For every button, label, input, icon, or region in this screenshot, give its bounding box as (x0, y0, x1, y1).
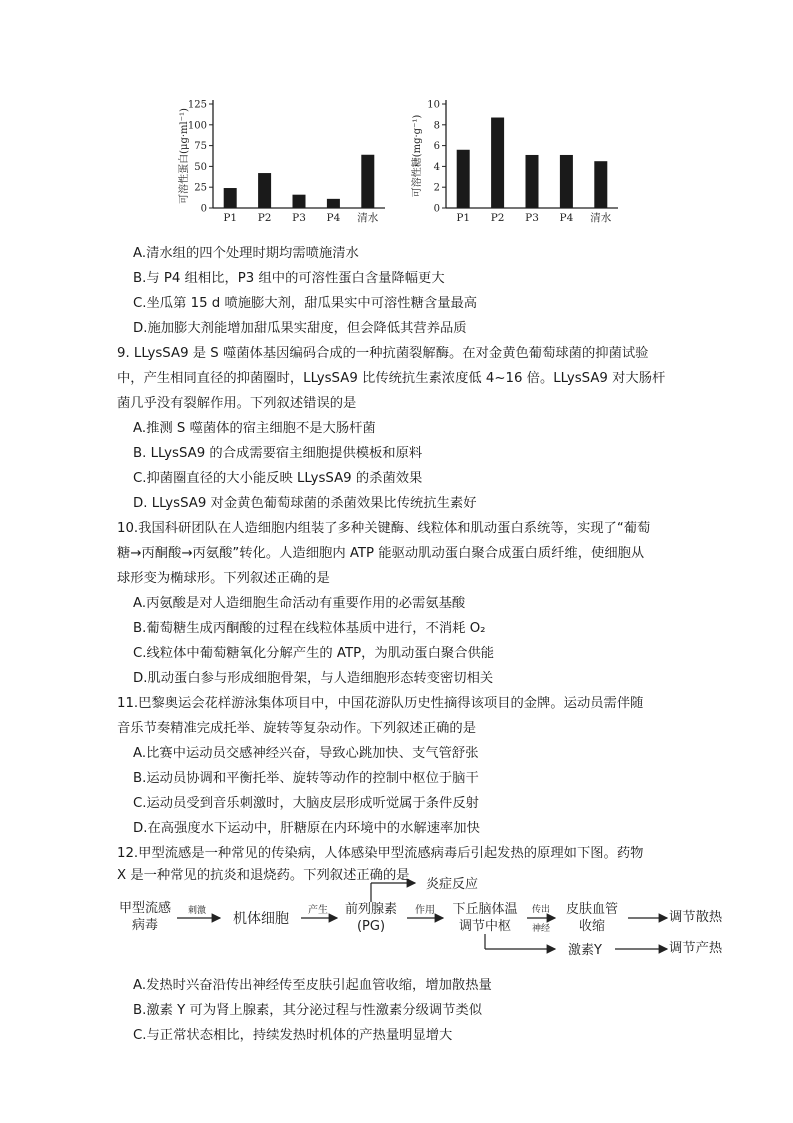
flow-virus-line1: 甲型流感 (118, 901, 172, 916)
bar-P1 (224, 188, 237, 208)
q11-stem-line-1: 11.巴黎奥运会花样游泳集体项目中，中国花游队历史性摘得该项目的金牌。运动员需伴随 (117, 696, 644, 711)
q9-stem-line-3: 菌几乎没有裂解作用。下列叙述错误的是 (117, 396, 357, 411)
q12-option-a: A.发热时兴奋沿传出神经传至皮肤引起血管收缩，增加散热量 (133, 978, 492, 993)
bar-P4 (560, 155, 573, 208)
x-tick-label: P3 (292, 212, 306, 224)
q12-stem-line-2: X 是一种常见的抗炎和退烧药。下列叙述正确的是 (117, 868, 410, 883)
x-tick-label: P1 (223, 212, 238, 224)
y-axis-label: 可溶性糖(mg·g⁻¹) (412, 114, 423, 198)
flow-produce-label: 产生 (308, 905, 328, 916)
q9-stem-line-1: 9. LLysSA9 是 S 噬菌体基因编码合成的一种抗菌裂解酶。在对金黄色葡萄球菌的抑菌试验 (117, 346, 649, 361)
soluble-sugar-chart (408, 93, 628, 228)
flow-transmit-line1: 传出 (531, 905, 551, 915)
y-axis-label: 可溶性蛋白(μg·ml⁻¹) (179, 108, 190, 204)
y-tick-label: 125 (187, 99, 207, 111)
q11-stem-line-2: 音乐节奏精准完成托举、旋转等复杂动作。下列叙述正确的是 (117, 721, 477, 736)
q9-stem-line-2: 中，产生相同直径的抑菌圈时，LLysSA9 比传统抗生素浓度低 4~16 倍。LLysSA9 对大肠杆 (117, 371, 666, 386)
q9-option-a: A.推测 S 噬菌体的宿主细胞不是大肠杆菌 (133, 421, 376, 436)
q8-option-b: B.与 P4 组相比，P3 组中的可溶性蛋白含量降幅更大 (133, 271, 445, 286)
y-tick-label: 100 (187, 120, 207, 132)
x-tick-label: 清水 (590, 212, 612, 224)
y-tick-label: 50 (194, 161, 207, 173)
q11-option-b: B.运动员协调和平衡托举、旋转等动作的控制中枢位于脑干 (133, 771, 479, 786)
flow-skin-line1: 皮肤血管 (565, 902, 619, 917)
flow-heat-gain: 调节产热 (669, 941, 723, 956)
q11-option-a: A.比赛中运动员交感神经兴奋，导致心跳加快、支气管舒张 (133, 746, 479, 761)
q8-option-c: C.坐瓜第 15 d 喷施膨大剂，甜瓜果实中可溶性糖含量最高 (133, 296, 478, 311)
q8-option-a: A.清水组的四个处理时期均需喷施清水 (133, 246, 359, 261)
q10-option-c: C.线粒体中葡萄糖氧化分解产生的 ATP，为肌动蛋白聚合供能 (133, 646, 495, 661)
q12-stem-line-1: 12.甲型流感是一种常见的传染病，人体感染甲型流感病毒后引起发热的原理如下图。药物 (117, 846, 644, 861)
y-tick-label: 8 (433, 120, 440, 132)
q10-stem-line-3: 球形变为椭球形。下列叙述正确的是 (117, 571, 330, 586)
q12-option-c: C.与正常状态相比，持续发热时机体的产热量明显增大 (133, 1028, 453, 1043)
y-tick-label: 6 (433, 141, 440, 153)
q9-option-c: C.抑菌圈直径的大小能反映 LLysSA9 的杀菌效果 (133, 471, 423, 486)
y-tick-label: 2 (433, 182, 440, 194)
flow-center-line1: 下丘脑体温 (452, 902, 518, 917)
q10-option-b: B.葡萄糖生成丙酮酸的过程在线粒体基质中进行，不消耗 O₂ (133, 621, 486, 636)
flow-pg-line2: (PG) (356, 919, 386, 934)
fever-mechanism-diagram (115, 868, 690, 960)
y-tick-label: 25 (194, 182, 207, 194)
x-tick-label: P2 (490, 212, 505, 224)
flow-inflammation: 炎症反应 (425, 877, 479, 892)
x-tick-label: P3 (525, 212, 539, 224)
flow-pg-line1: 前列腺素 (344, 902, 398, 917)
q9-option-d: D. LLysSA9 对金黄色葡萄球菌的杀菌效果比传统抗生素好 (133, 496, 477, 511)
soluble-protein-chart (175, 93, 395, 228)
bar-清水 (361, 155, 374, 208)
y-tick-label: 75 (194, 141, 207, 153)
y-tick-label: 0 (433, 203, 440, 215)
q11-option-d: D.在高强度水下运动中，肝糖原在内环境中的水解速率加快 (133, 821, 480, 836)
q10-stem-line-1: 10.我国科研团队在人造细胞内组装了多种关键酶、线粒体和肌动蛋白系统等，实现了“葡萄 (117, 521, 651, 536)
x-tick-label: P1 (456, 212, 471, 224)
x-tick-label: P4 (559, 212, 574, 224)
flow-act-label: 作用 (415, 905, 435, 916)
x-tick-label: P2 (257, 212, 272, 224)
flow-transmit-line2: 神经 (531, 924, 551, 934)
bar-P2 (258, 173, 271, 208)
q12-option-b: B.激素 Y 可为肾上腺素，其分泌过程与性激素分级调节类似 (133, 1003, 483, 1018)
bar-P3 (526, 155, 539, 208)
flow-hormone: 激素Y (568, 943, 602, 958)
y-tick-label: 0 (200, 203, 207, 215)
flow-stimulate-label: 刺激 (187, 906, 207, 916)
flow-virus-line2: 病毒 (131, 918, 159, 933)
bar-清水 (594, 161, 607, 208)
flow-center-line2: 调节中枢 (458, 919, 512, 934)
y-tick-label: 10 (427, 99, 440, 111)
x-tick-label: 清水 (357, 212, 379, 224)
flow-skin-line2: 收缩 (578, 919, 606, 934)
q8-option-d: D.施加膨大剂能增加甜瓜果实甜度，但会降低其营养品质 (133, 321, 467, 336)
flow-heat-loss: 调节散热 (669, 910, 723, 925)
q10-option-d: D.肌动蛋白参与形成细胞骨架，与人造细胞形态转变密切相关 (133, 671, 494, 686)
bar-P2 (491, 118, 504, 208)
bar-P4 (327, 199, 340, 208)
q10-option-a: A.丙氨酸是对人造细胞生命活动有重要作用的必需氨基酸 (133, 596, 466, 611)
bar-P1 (457, 150, 470, 208)
y-tick-label: 4 (433, 161, 440, 173)
q11-option-c: C.运动员受到音乐刺激时，大脑皮层形成听觉属于条件反射 (133, 796, 479, 811)
x-tick-label: P4 (326, 212, 341, 224)
flow-cell: 机体细胞 (233, 911, 289, 927)
q10-stem-line-2: 糖→丙酮酸→丙氨酸”转化。人造细胞内 ATP 能驱动肌动蛋白聚合成蛋白质纤维，使细胞从 (117, 546, 645, 561)
bar-P3 (293, 195, 306, 208)
q9-option-b: B. LLysSA9 的合成需要宿主细胞提供模板和原料 (133, 446, 423, 461)
